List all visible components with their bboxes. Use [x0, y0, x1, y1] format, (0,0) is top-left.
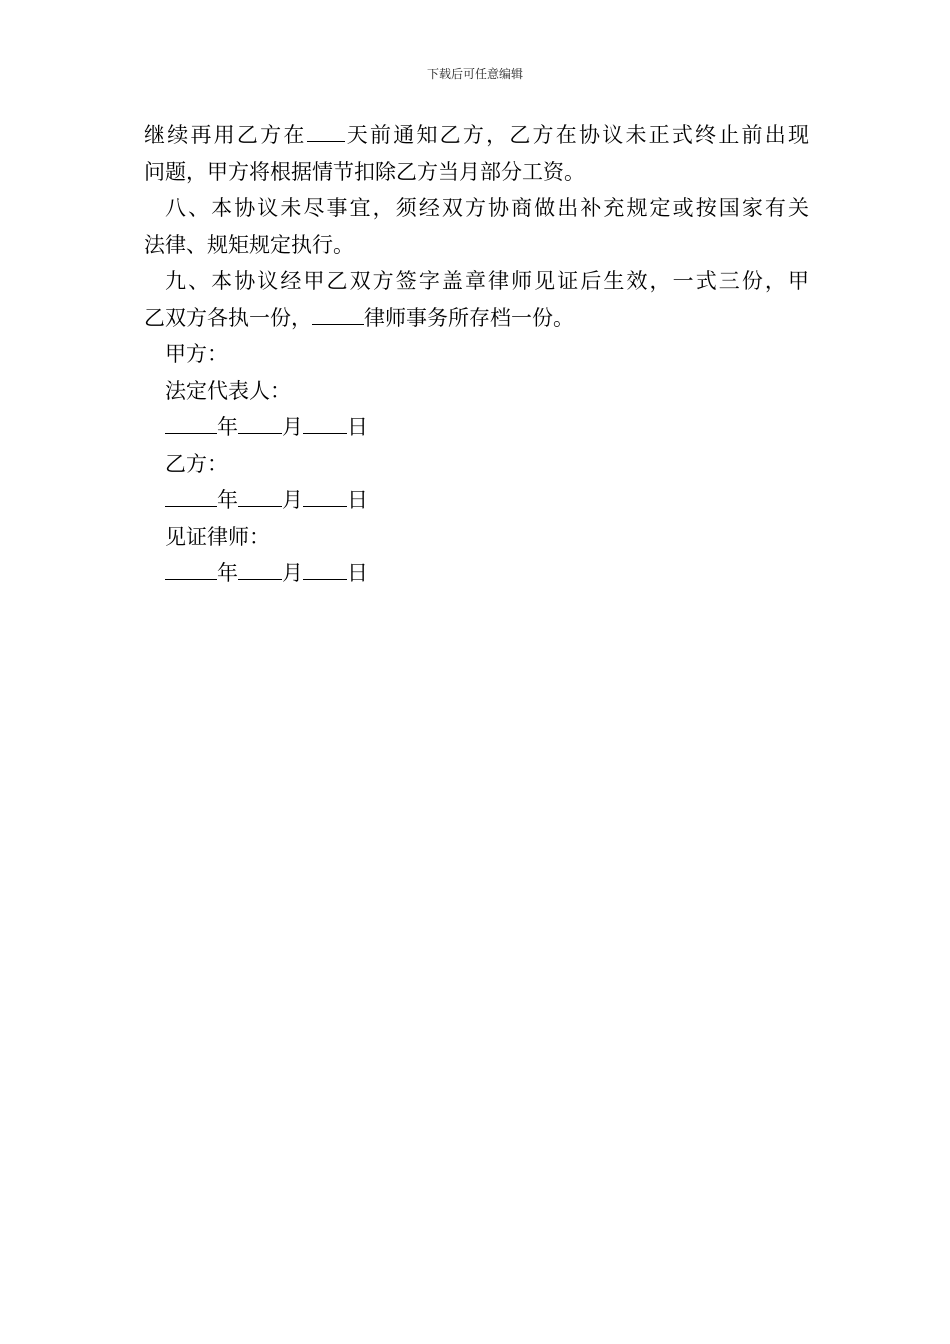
text-segment: 乙双方各执一份， — [144, 305, 312, 330]
party-a-label: 甲方： — [165, 342, 228, 366]
month-label: 月 — [282, 488, 303, 512]
page-header: 下载后可任意编辑 — [426, 67, 523, 81]
date-line-lawyer — [144, 555, 809, 592]
year-blank — [165, 484, 217, 507]
year-label: 年 — [217, 415, 238, 439]
party-b-label: 乙方： — [165, 451, 228, 476]
text-segment: 天前通知乙方，乙方在协议未正式终止前出现 — [344, 123, 809, 147]
date-line-party-b — [144, 482, 809, 519]
days-blank — [307, 119, 345, 142]
month-label: 月 — [282, 415, 303, 439]
law-firm-blank — [312, 302, 364, 325]
year-blank — [165, 557, 217, 580]
day-blank — [303, 484, 347, 507]
paragraph-9-line-1: 九、本协议经甲乙双方签字盖章律师见证后生效，一式三份，甲 — [165, 269, 809, 293]
paragraph-7-line-1 — [144, 117, 809, 154]
year-blank — [165, 411, 217, 434]
day-blank — [303, 557, 347, 580]
paragraph-7-line-2: 问题，甲方将根据情节扣除乙方当月部分工资。 — [144, 159, 585, 184]
day-label: 日 — [347, 415, 368, 439]
paragraph-9-line-2 — [144, 300, 809, 337]
day-label: 日 — [347, 561, 368, 585]
text-segment: 继续再用乙方在 — [144, 123, 307, 147]
paragraph-8-line-2: 法律、规矩规定执行。 — [144, 232, 354, 257]
month-blank — [238, 484, 282, 507]
month-blank — [238, 411, 282, 434]
year-label: 年 — [217, 561, 238, 585]
year-label: 年 — [217, 488, 238, 512]
lawyer-label: 见证律师： — [165, 524, 270, 549]
month-blank — [238, 557, 282, 580]
legal-rep-label: 法定代表人： — [165, 378, 291, 403]
day-blank — [303, 411, 347, 434]
text-segment: 律师事务所存档一份。 — [364, 305, 574, 330]
paragraph-8-line-1: 八、本协议未尽事宜，须经双方协商做出补充规定或按国家有关 — [165, 196, 809, 220]
day-label: 日 — [347, 488, 368, 512]
document-body — [144, 117, 809, 592]
month-label: 月 — [282, 561, 303, 585]
date-line-party-a — [144, 409, 809, 446]
